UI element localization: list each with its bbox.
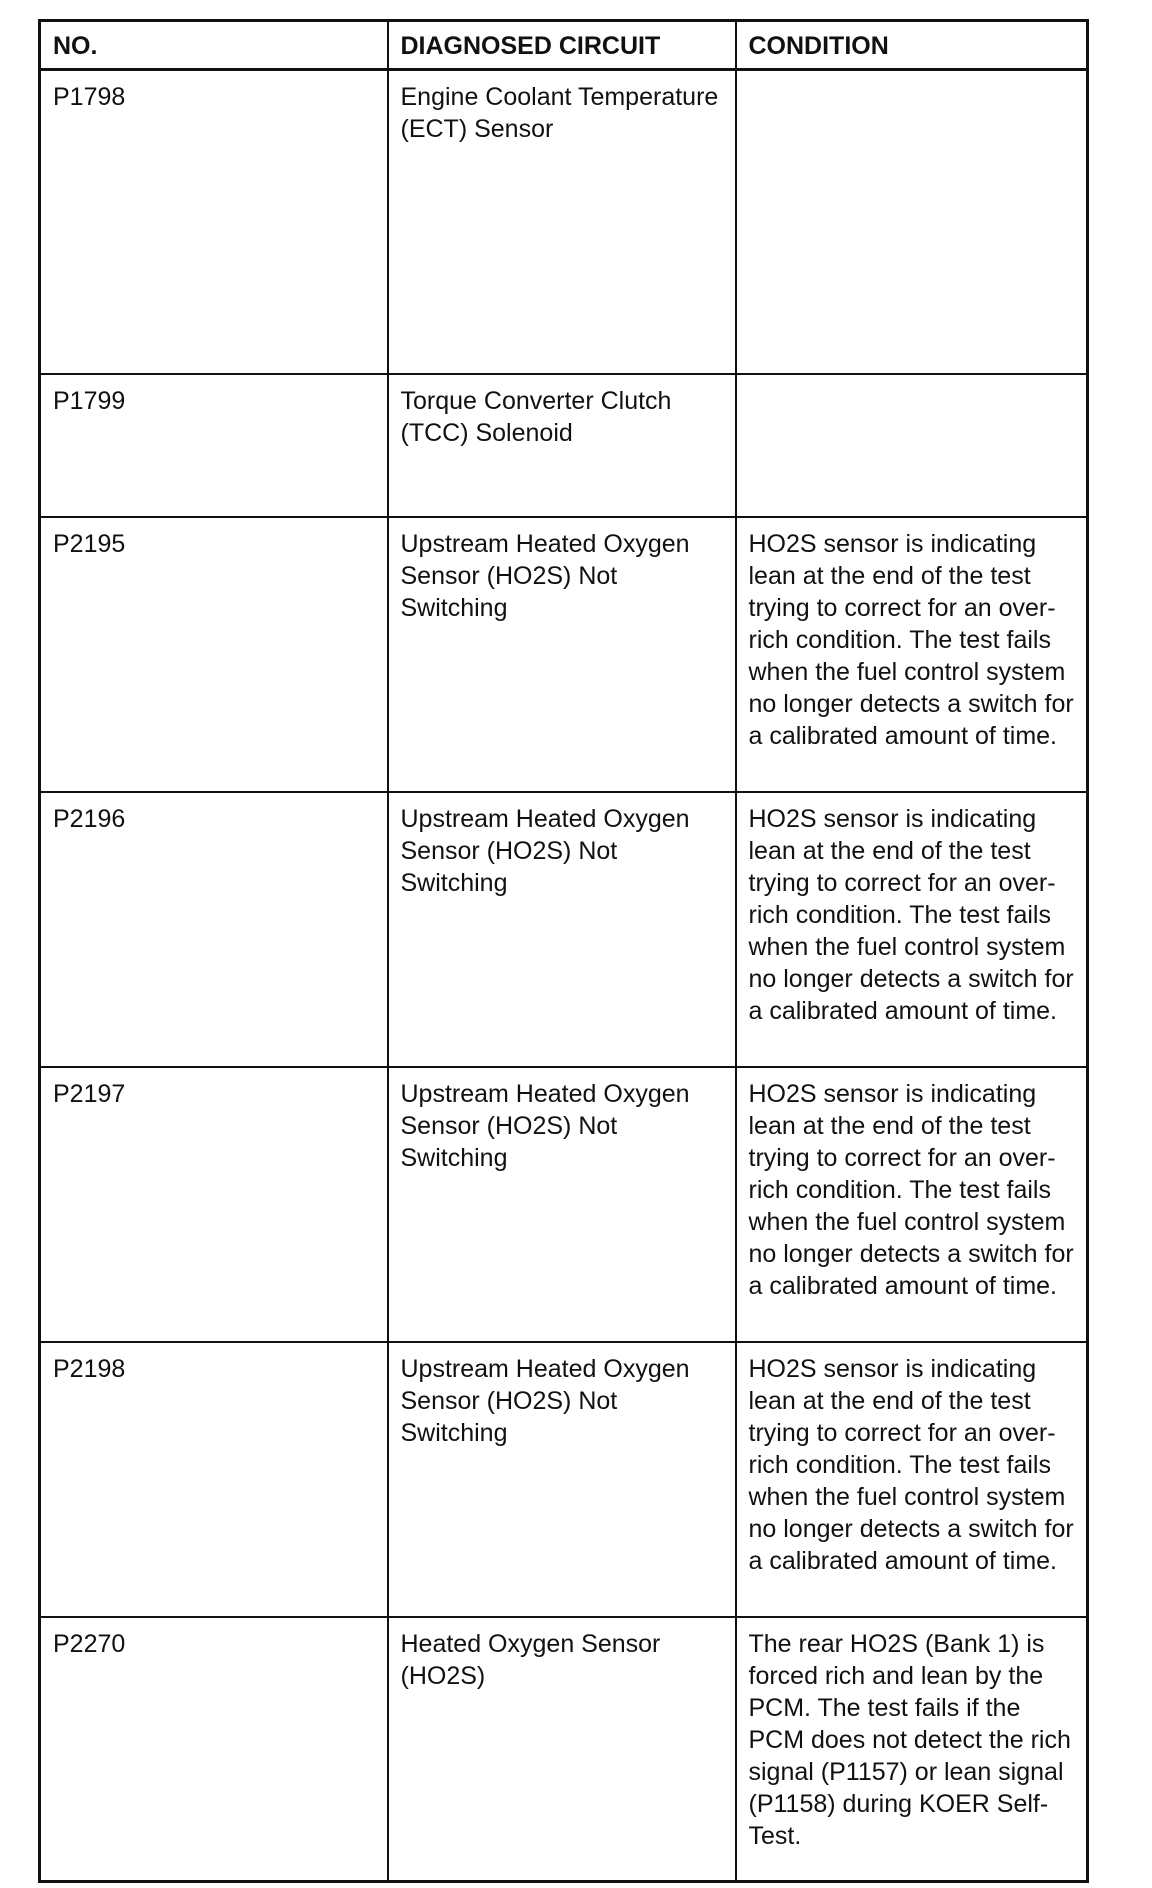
cell-no: P2197 (40, 1067, 388, 1342)
cell-condition (736, 70, 1088, 375)
cell-circuit: Engine Coolant Temperature (ECT) Sensor (388, 70, 736, 375)
table-row (40, 1342, 1088, 1617)
cell-circuit: Torque Converter Clutch (TCC) Solenoid (388, 374, 736, 517)
table-row (40, 792, 1088, 1067)
header-diagnosed-circuit: DIAGNOSED CIRCUIT (388, 21, 736, 70)
cell-no: P2196 (40, 792, 388, 1067)
header-no: NO. (40, 21, 388, 70)
table-row (40, 1067, 1088, 1342)
cell-condition: HO2S sensor is indicating lean at the end of the test trying to correct for an over-rich condition. The test fails when the fuel control system no longer detects a switch for a calibrated amount of time. (736, 1067, 1088, 1342)
cell-circuit: Upstream Heated Oxygen Sensor (HO2S) Not Switching (388, 517, 736, 792)
table-row (40, 374, 1088, 517)
cell-circuit: Upstream Heated Oxygen Sensor (HO2S) Not Switching (388, 1067, 736, 1342)
header-row (40, 21, 1088, 70)
cell-circuit: Heated Oxygen Sensor (HO2S) (388, 1617, 736, 1882)
cell-condition: The rear HO2S (Bank 1) is forced rich and lean by the PCM. The test fails if the PCM does not detect the rich signal (P1157) or lean signal (P1158) during KOER Self-Test. (736, 1617, 1088, 1882)
table-row (40, 1617, 1088, 1882)
cell-condition: HO2S sensor is indicating lean at the end of the test trying to correct for an over-rich condition. The test fails when the fuel control system no longer detects a switch for a calibrated amount of time. (736, 792, 1088, 1067)
cell-condition: HO2S sensor is indicating lean at the end of the test trying to correct for an over-rich condition. The test fails when the fuel control system no longer detects a switch for a calibrated amount of time. (736, 1342, 1088, 1617)
cell-circuit: Upstream Heated Oxygen Sensor (HO2S) Not Switching (388, 1342, 736, 1617)
table-row (40, 70, 1088, 375)
table-row (40, 517, 1088, 792)
cell-no: P2198 (40, 1342, 388, 1617)
cell-condition (736, 374, 1088, 517)
cell-condition: HO2S sensor is indicating lean at the end of the test trying to correct for an over-rich condition. The test fails when the fuel control system no longer detects a switch for a calibrated amount of time. (736, 517, 1088, 792)
cell-no: P2270 (40, 1617, 388, 1882)
cell-no: P2195 (40, 517, 388, 792)
cell-no: P1798 (40, 70, 388, 375)
cell-no: P1799 (40, 374, 388, 517)
cell-circuit: Upstream Heated Oxygen Sensor (HO2S) Not Switching (388, 792, 736, 1067)
header-condition: CONDITION (736, 21, 1088, 70)
dtc-table (38, 19, 1089, 1883)
